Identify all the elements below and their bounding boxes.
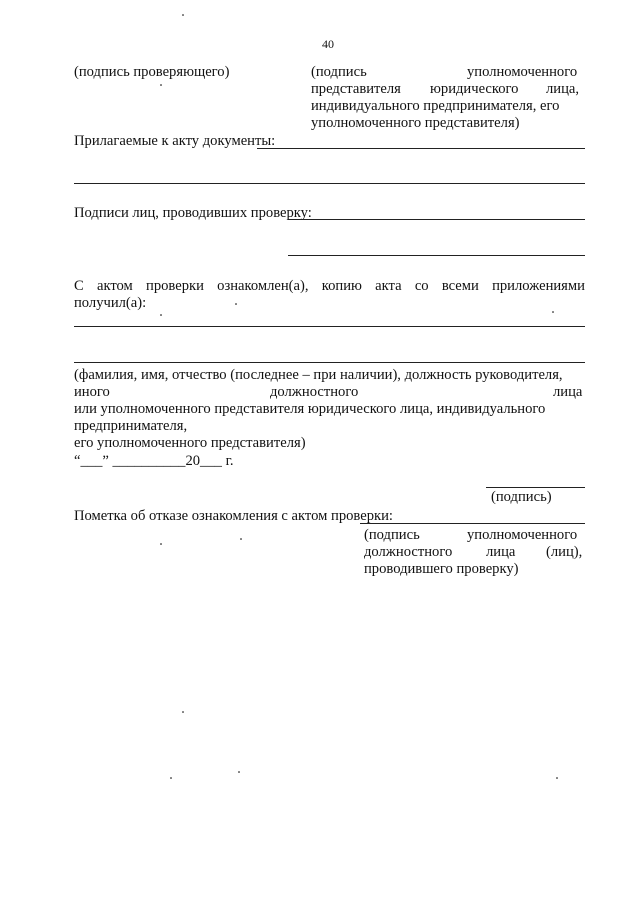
- attached-documents-line: [257, 148, 585, 149]
- acknowledgement-text: [74, 278, 585, 295]
- word: ознакомлен(а),: [217, 278, 309, 294]
- scan-speck: [552, 311, 554, 313]
- word: копию: [321, 278, 362, 294]
- caption-line: (фамилия, имя, отчество (последнее – при наличии), должность руководителя,: [74, 367, 563, 383]
- caption-word: должностного: [364, 544, 453, 560]
- inspectors-signature-line: [288, 219, 585, 220]
- caption-line: его уполномоченного представителя): [74, 435, 306, 451]
- scan-speck: [160, 314, 162, 316]
- word: актом: [96, 278, 133, 294]
- scan-speck: [238, 771, 240, 773]
- word: со: [414, 278, 429, 294]
- word: акта: [375, 278, 402, 294]
- caption-line: проводившего проверку): [364, 561, 519, 577]
- word: приложениями: [492, 278, 585, 294]
- scan-speck: [240, 538, 242, 540]
- scan-speck: [182, 711, 184, 713]
- scan-speck: [160, 543, 162, 545]
- inspector-signature-caption: (подпись проверяющего): [74, 64, 230, 80]
- caption-line: индивидуального предпринимателя, его: [311, 98, 560, 114]
- signature-caption: (подпись): [491, 489, 552, 505]
- acknowledgement-received: получил(а):: [74, 295, 147, 311]
- word: всеми: [441, 278, 479, 294]
- caption-word: лица,: [546, 81, 580, 97]
- word: С: [74, 278, 84, 294]
- caption-word: (лиц),: [546, 544, 583, 560]
- signature-line: [486, 487, 585, 488]
- caption-line: предпринимателя,: [74, 418, 188, 434]
- caption-word: юридического: [430, 81, 519, 97]
- caption-line: или уполномоченного представителя юридического лица, индивидуального: [74, 401, 546, 417]
- date-field: “___” __________20___ г.: [74, 453, 234, 469]
- attached-documents-label: Прилагаемые к акту документы:: [74, 133, 276, 149]
- caption-word: должностного: [270, 384, 359, 400]
- scan-speck: [170, 777, 172, 779]
- scan-speck: [182, 14, 184, 16]
- caption-word: лица: [553, 384, 583, 400]
- caption-line: уполномоченного: [467, 64, 578, 80]
- scan-speck: [235, 303, 237, 305]
- caption-word: представителя: [311, 81, 401, 97]
- refusal-label: Пометка об отказе ознакомления с актом проверки:: [74, 508, 393, 524]
- caption-word: иного: [74, 384, 110, 400]
- caption-line: уполномоченного: [467, 527, 578, 543]
- page-number: 40: [322, 37, 334, 51]
- scan-speck: [160, 84, 162, 86]
- caption-line: (подпись: [364, 527, 420, 543]
- caption-word: лица: [486, 544, 516, 560]
- word: проверки: [146, 278, 204, 294]
- scan-speck: [556, 777, 558, 779]
- acknowledgement-line: [74, 326, 585, 327]
- inspectors-signatures-label: Подписи лиц, проводивших проверку:: [74, 205, 312, 221]
- attached-documents-line-2: [74, 183, 585, 184]
- caption-line: уполномоченного представителя): [311, 115, 520, 131]
- inspectors-signature-line-2: [288, 255, 585, 256]
- refusal-line: [360, 523, 585, 524]
- person-name-line: [74, 362, 585, 363]
- caption-line: (подпись: [311, 64, 367, 80]
